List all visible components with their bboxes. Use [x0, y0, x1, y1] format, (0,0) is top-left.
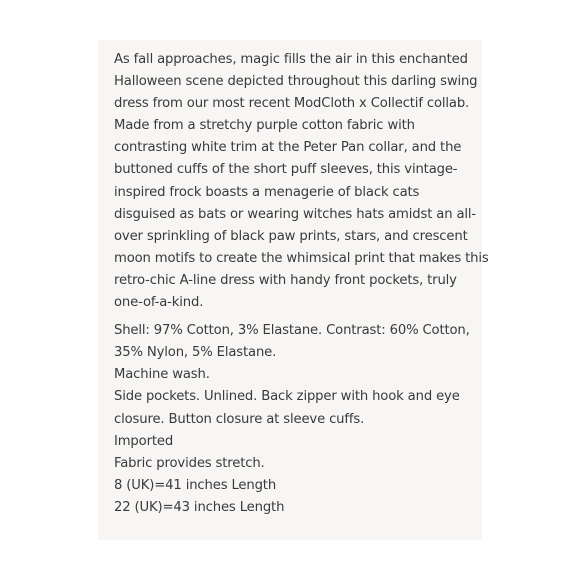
details-line-fabric: 35% Nylon, 5% Elastane.	[114, 345, 277, 361]
description-paragraph	[114, 49, 489, 314]
details-line-origin: Imported	[114, 433, 174, 449]
description-line: Made from a stretchy purple cotton fabric with	[114, 118, 415, 134]
description-line: over sprinkling of black paw prints, stars, and crescent	[114, 228, 468, 244]
product-details	[114, 320, 476, 519]
description-line: dress from our most recent ModCloth x Collectif collab.	[114, 96, 470, 112]
details-line-fabric: Shell: 97% Cotton, 3% Elastane. Contrast: 60% Cotton,	[114, 323, 470, 339]
details-line-length: 22 (UK)=43 inches Length	[114, 499, 285, 515]
description-line: buttoned cuffs of the short puff sleeves, this vintage-	[114, 162, 458, 178]
description-line: disguised as bats or wearing witches hats amidst an all-	[114, 206, 477, 222]
description-line: contrasting white trim at the Peter Pan collar, and the	[114, 140, 462, 156]
product-description-panel	[98, 40, 489, 540]
details-line-construction: Side pockets. Unlined. Back zipper with hook and eye	[114, 389, 460, 405]
description-line: inspired frock boasts a menagerie of black cats	[114, 184, 420, 200]
details-line-stretch: Fabric provides stretch.	[114, 455, 265, 471]
product-description	[114, 49, 489, 519]
description-line: Halloween scene depicted throughout this darling swing	[114, 74, 478, 90]
description-line: moon motifs to create the whimsical print that makes this	[114, 250, 489, 266]
details-line-length: 8 (UK)=41 inches Length	[114, 477, 277, 493]
description-line: As fall approaches, magic fills the air in this enchanted	[114, 52, 468, 67]
details-line-care: Machine wash.	[114, 367, 210, 383]
details-line-construction: closure. Button closure at sleeve cuffs.	[114, 411, 365, 427]
description-line: retro-chic A-line dress with handy front pockets, truly	[114, 272, 457, 288]
description-line: one-of-a-kind.	[114, 295, 204, 311]
